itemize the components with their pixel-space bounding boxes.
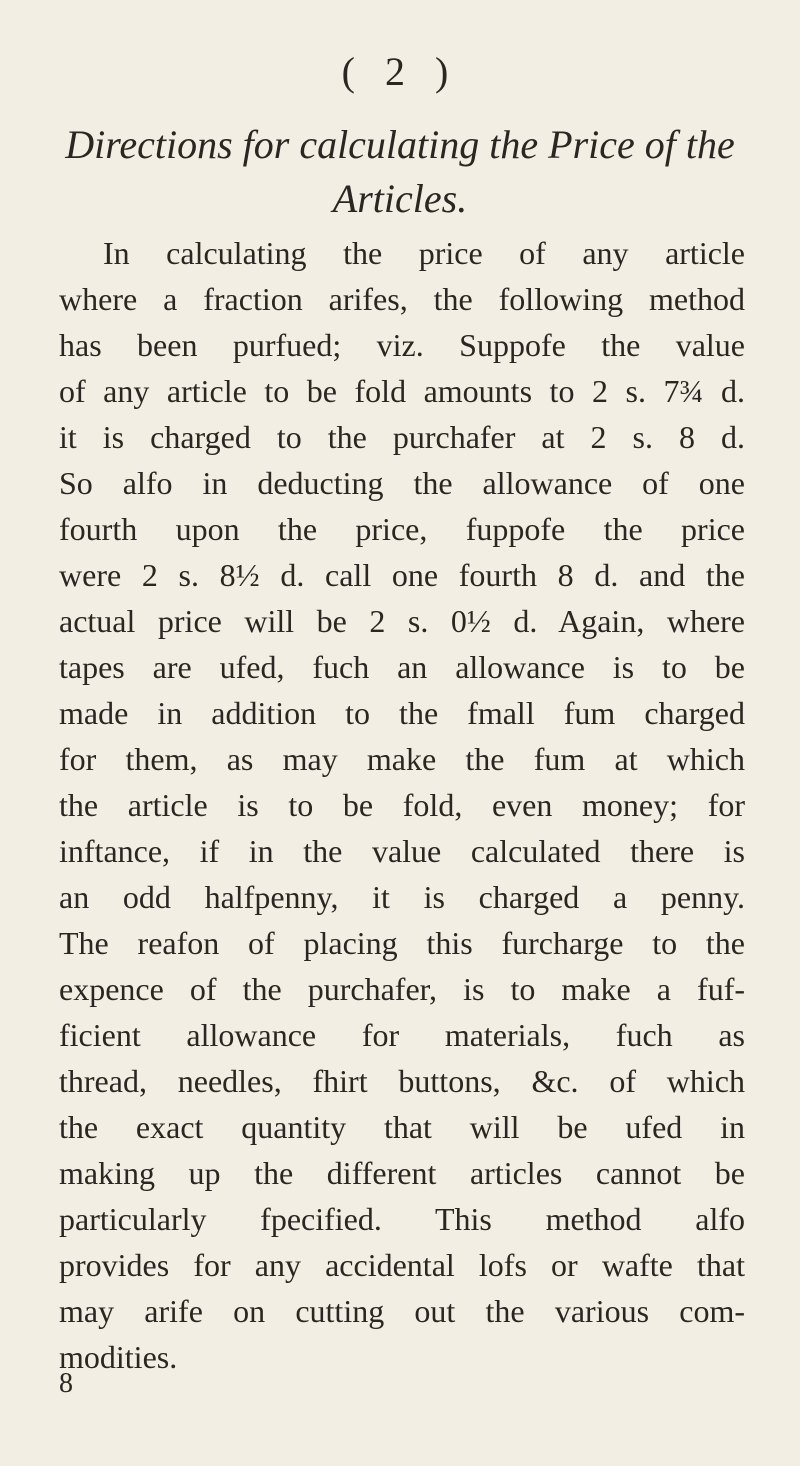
text-line: fourth upon the price, fuppofe the price	[59, 511, 745, 547]
text-line: The reafon of placing this furcharge to the	[59, 925, 745, 961]
heading-line-1: Directions for calculating the Price of the	[65, 122, 735, 167]
text-line: expence of the purchafer, is to make a fuf-	[59, 971, 745, 1007]
page-heading	[0, 118, 800, 226]
text-line: it is charged to the purchafer at 2 s. 8 d.	[59, 419, 745, 455]
text-line: the article is to be fold, even money; for	[59, 787, 745, 823]
text-line: In calculating the price of any article	[103, 235, 745, 271]
catchword: 8	[59, 1368, 73, 1399]
text-line: inftance, if in the value calculated there is	[59, 833, 745, 869]
text-line: may arife on cutting out the various com-	[59, 1293, 745, 1329]
text-line: of any article to be fold amounts to 2 s. 7¾ d.	[59, 373, 745, 409]
body-paragraph	[59, 230, 745, 1380]
page-number: ( 2 )	[341, 49, 459, 94]
text-line: the exact quantity that will be ufed in	[59, 1109, 745, 1145]
text-line: modities.	[59, 1339, 178, 1375]
text-line: particularly fpecified. This method alfo	[59, 1201, 745, 1237]
text-line: tapes are ufed, fuch an allowance is to be	[59, 649, 745, 685]
text-line: So alfo in deducting the allowance of one	[59, 465, 745, 501]
text-line: thread, needles, fhirt buttons, &c. of which	[59, 1063, 745, 1099]
text-line: an odd halfpenny, it is charged a penny.	[59, 879, 745, 915]
text-line: has been purfued; viz. Suppofe the value	[59, 327, 745, 363]
text-line: making up the different articles cannot be	[59, 1155, 745, 1191]
text-line: provides for any accidental lofs or wafte that	[59, 1247, 745, 1283]
text-line: made in addition to the fmall fum charged	[59, 695, 745, 731]
text-line: for them, as may make the fum at which	[59, 741, 745, 777]
text-line: were 2 s. 8½ d. call one fourth 8 d. and the	[59, 557, 745, 593]
text-line: where a fraction arifes, the following method	[59, 281, 745, 317]
heading-line-2: Articles.	[332, 176, 468, 221]
text-line: ficient allowance for materials, fuch as	[59, 1017, 745, 1053]
text-line: actual price will be 2 s. 0½ d. Again, where	[59, 603, 745, 639]
